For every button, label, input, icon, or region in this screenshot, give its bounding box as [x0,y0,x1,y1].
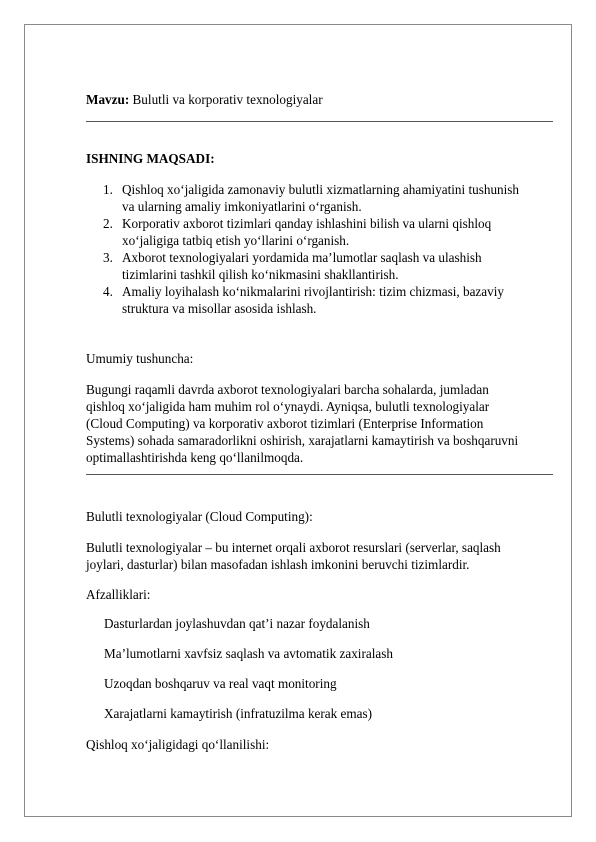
goal-heading: ISHNING MAQSADI: [86,151,215,166]
advantage-item-4: Xarajatlarni kamaytirish (infratuzilma kerak emas) [104,706,373,721]
advantage-item-3: Uzoqdan boshqaruv va real vaqt monitoring [104,676,337,691]
advantages-heading: Afzalliklari: [86,587,151,602]
cloud-definition-line-2: joylari, dasturlar) bilan masofadan ishlash imkonini beruvchi tizimlardir. [86,557,470,572]
overview-line-2: qishloq xo‘jaligida ham muhim rol o‘ynaydi. Ayniqsa, bulutli texnologiyalar [86,399,490,414]
advantage-item-1: Dasturlardan joylashuvdan qat’i nazar foydalanish [104,616,370,631]
goal-item-2-num: 2. [103,216,113,231]
overview-line-3: (Cloud Computing) va korporativ axborot tizimlari (Enterprise Information [86,416,484,431]
goal-item-4-line-2: struktura va misollar asosida ishlash. [122,301,317,316]
cloud-definition-line-1: Bulutli texnologiyalar – bu internet orqali axborot resurslari (serverlar, saqlash [86,540,501,555]
goal-item-3-line-1: Axborot texnologiyalari yordamida ma’lumotlar saqlash va ulashish [122,250,482,265]
topic-line [86,91,323,108]
goal-item-2-line-2: xo‘jaligiga tatbiq etish yo‘llarini o‘rganish. [122,233,350,248]
agri-usage-heading: Qishloq xo‘jaligidagi qo‘llanilishi: [86,737,270,752]
goal-item-3-num: 3. [103,250,113,265]
topic-label: Mavzu: [86,92,130,107]
goal-item-4-num: 4. [103,284,113,299]
goal-item-1-line-2: va ularning amaliy imkoniyatlarini o‘rganish. [122,199,362,214]
cloud-heading: Bulutli texnologiyalar (Cloud Computing): [86,509,313,524]
goal-item-2-line-1: Korporativ axborot tizimlari qanday ishlashini bilish va ularni qishloq [122,216,492,231]
divider-middle [86,474,553,475]
advantage-item-2: Ma’lumotlarni xavfsiz saqlash va avtomatik zaxiralash [104,646,393,661]
goal-item-3-line-2: tizimlarini tashkil qilish ko‘nikmasini shakllantirish. [122,267,399,282]
goal-item-4-line-1: Amaliy loyihalash ko‘nikmalarini rivojlantirish: tizim chizmasi, bazaviy [122,284,504,299]
overview-heading: Umumiy tushuncha: [86,351,194,366]
overview-line-1: Bugungi raqamli davrda axborot texnologiyalari barcha sohalarda, jumladan [86,382,489,397]
overview-line-5: optimallashtirishda keng qo‘llanilmoqda. [86,450,304,465]
overview-line-4: Systems) sohada samaradorlikni oshirish, xarajatlarni kamaytirish va boshqaruvni [86,433,519,448]
goal-item-1-num: 1. [103,182,113,197]
divider-top [86,121,553,122]
topic-value: Bulutli va korporativ texnologiyalar [129,92,323,107]
goal-item-1-line-1: Qishloq xo‘jaligida zamonaviy bulutli xizmatlarning ahamiyatini tushunish [122,182,520,197]
